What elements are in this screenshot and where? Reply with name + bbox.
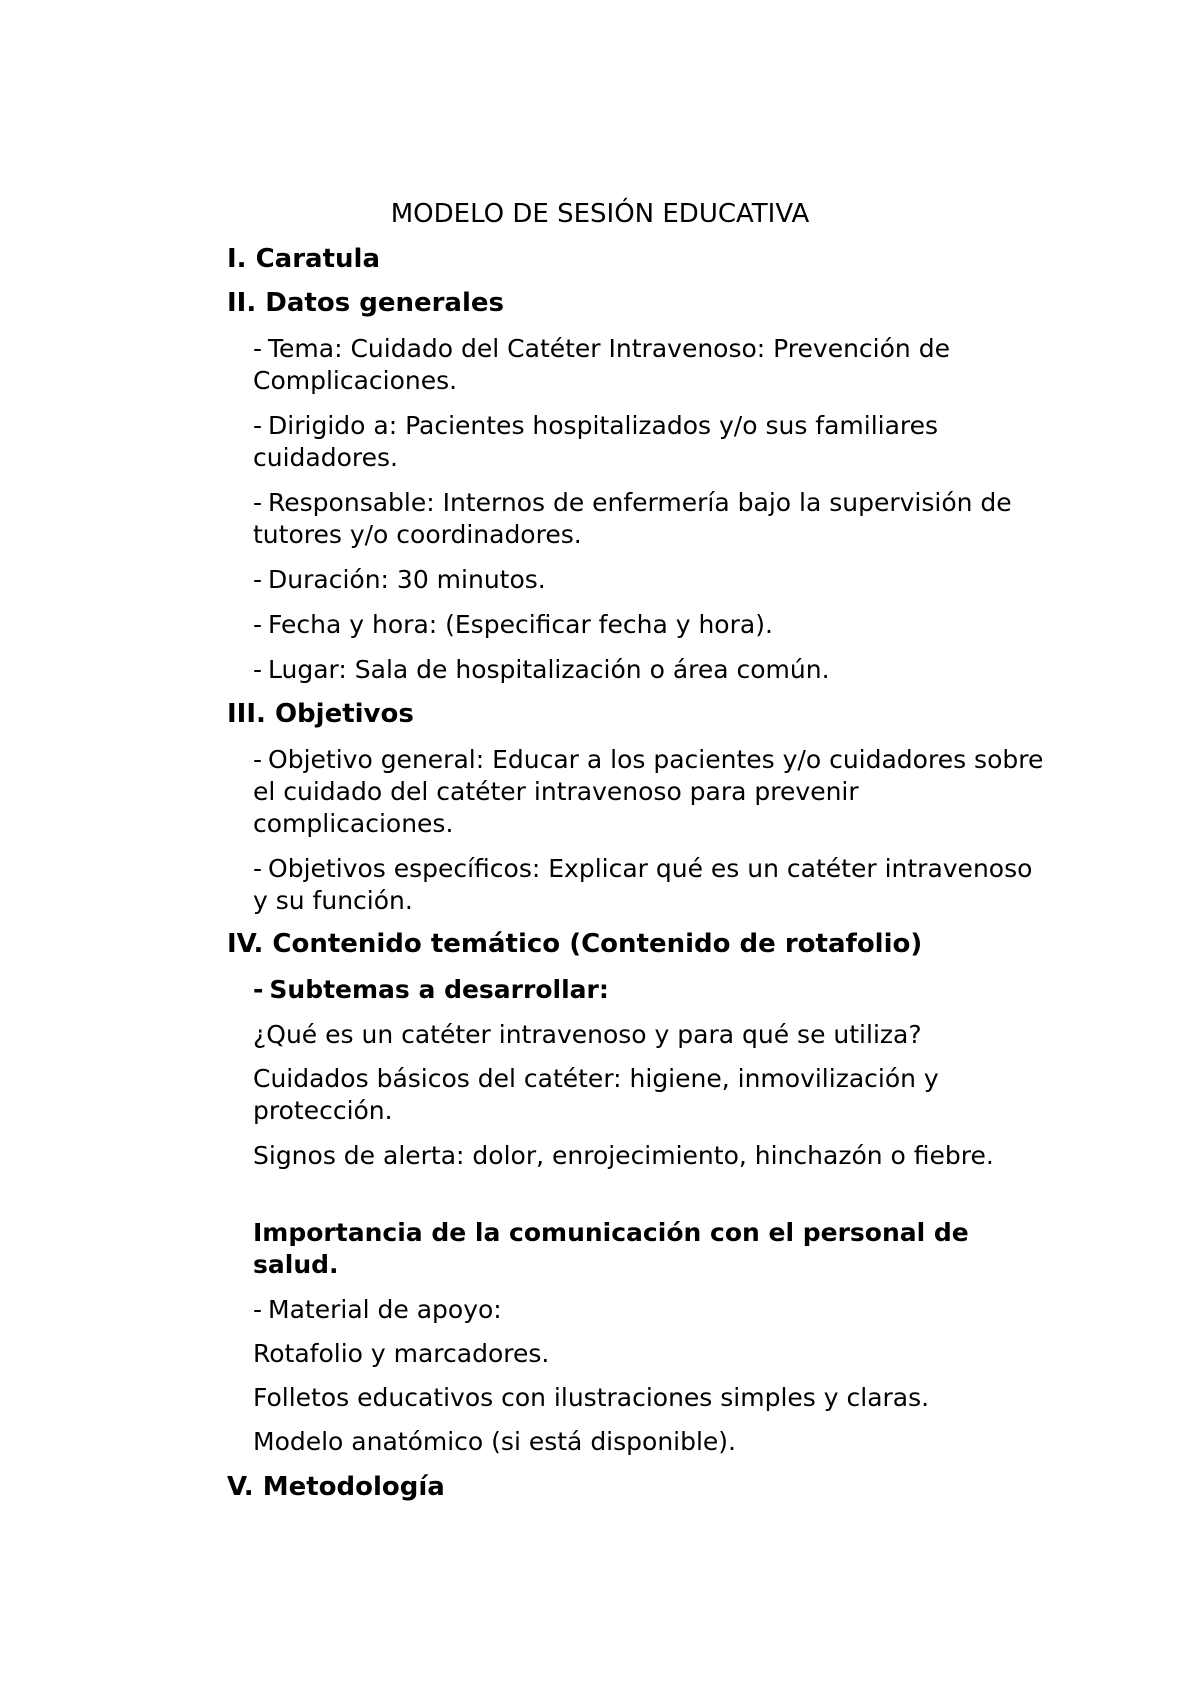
bullet-dash: - xyxy=(253,565,263,594)
list-item-lugar xyxy=(253,654,1053,686)
material-item: Rotafolio y marcadores. xyxy=(253,1339,550,1368)
list-item-text: Tema: Cuidado del Catéter Intravenoso: Prevención de Complicaciones. xyxy=(253,334,950,395)
list-item-text: Duración: 30 minutos. xyxy=(268,565,546,594)
subtopic-item: ¿Qué es un catéter intravenoso y para qué se utiliza? xyxy=(253,1020,922,1049)
list-item-text: Dirigido a: Pacientes hospitalizados y/o sus familiares cuidadores. xyxy=(253,411,939,472)
bullet-dash: - xyxy=(253,975,264,1004)
bullet-dash: - xyxy=(253,334,263,363)
list-item-duracion xyxy=(253,564,1053,596)
section-heading-contenido-tematico: IV. Contenido temático (Contenido de rotafolio) xyxy=(227,929,923,959)
bullet-dash: - xyxy=(253,488,263,517)
section-heading-caratula: I. Caratula xyxy=(227,244,380,274)
subtopics-label xyxy=(253,974,1053,1006)
list-item-responsable xyxy=(253,487,1053,551)
bullet-dash: - xyxy=(253,1295,263,1324)
list-item-text: Fecha y hora: (Especificar fecha y hora). xyxy=(268,610,773,639)
list-item-tema xyxy=(253,333,1053,397)
bullet-dash: - xyxy=(253,745,263,774)
material-item: Modelo anatómico (si está disponible). xyxy=(253,1427,737,1456)
section-heading-objetivos: III. Objetivos xyxy=(227,699,414,729)
section-heading-datos-generales: II. Datos generales xyxy=(227,288,504,318)
list-item-objetivos-especificos xyxy=(253,853,1053,917)
subtopic-item: Signos de alerta: dolor, enrojecimiento, hinchazón o fiebre. xyxy=(253,1141,994,1170)
list-item-text: Lugar: Sala de hospitalización o área común. xyxy=(268,655,830,684)
bullet-dash: - xyxy=(253,854,263,883)
list-item-text: Objetivo general: Educar a los pacientes y/o cuidadores sobre el cuidado del catéter intravenoso para prevenir complicaciones. xyxy=(253,745,1044,838)
list-item-text: Responsable: Internos de enfermería bajo la supervisión de tutores y/o coordinadores. xyxy=(253,488,1012,549)
list-item-objetivo-general xyxy=(253,744,1053,840)
material-label-text: Material de apoyo: xyxy=(268,1295,502,1324)
bullet-dash: - xyxy=(253,411,263,440)
subtopics-label-text: Subtemas a desarrollar: xyxy=(269,975,609,1004)
list-item-text: Objetivos específicos: Explicar qué es un catéter intravenoso y su función. xyxy=(253,854,1033,915)
section-heading-metodologia: V. Metodología xyxy=(227,1472,445,1502)
bullet-dash: - xyxy=(253,610,263,639)
subtopic-item: Cuidados básicos del catéter: higiene, inmovilización y protección. xyxy=(253,1064,939,1125)
bullet-dash: - xyxy=(253,655,263,684)
document-title: MODELO DE SESIÓN EDUCATIVA xyxy=(390,199,810,229)
subtopic-item-importancia: Importancia de la comunicación con el personal de salud. xyxy=(253,1218,969,1279)
list-item-dirigido xyxy=(253,410,1053,474)
material-item: Folletos educativos con ilustraciones simples y claras. xyxy=(253,1383,930,1412)
material-label xyxy=(253,1294,1053,1326)
list-item-fecha xyxy=(253,609,1053,641)
